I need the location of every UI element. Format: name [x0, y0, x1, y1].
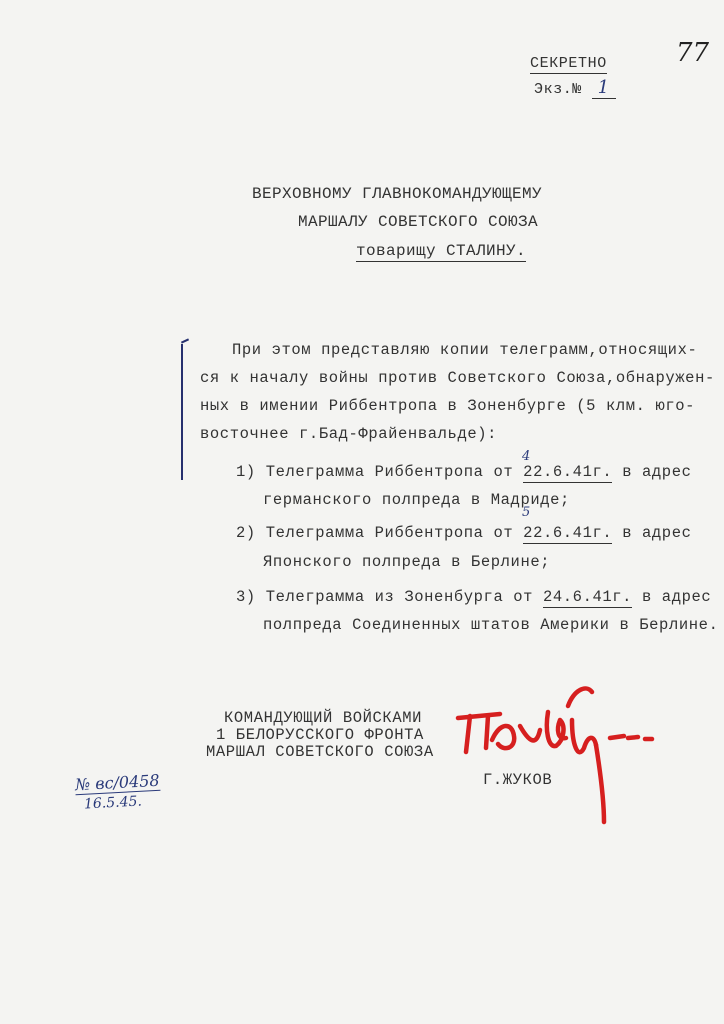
signature-title-line-1: КОМАНДУЮЩИЙ ВОЙСКАМИ: [224, 709, 423, 727]
intro-line-2: ся к началу войны против Советского Союза,обнаружен-: [200, 369, 715, 387]
signatory-name: Г.ЖУКОВ: [483, 771, 553, 789]
classification-label: СЕКРЕТНО: [530, 55, 607, 72]
item-number: 1): [236, 463, 256, 481]
registration-date: 16.5.45.: [83, 793, 143, 813]
item-number: 3): [236, 588, 256, 606]
item-suffix: в адрес: [632, 588, 712, 606]
addressee-line-2: МАРШАЛУ СОВЕТСКОГО СОЮЗА: [298, 213, 539, 231]
intro-line-3: ных в имении Риббентропа в Зоненбурге (5 клм. юго-: [200, 397, 696, 415]
signature-title-line-2: 1 БЕЛОРУССКОГО ФРОНТА: [216, 726, 424, 744]
item-date: 22.6.41г.: [523, 463, 613, 481]
list-item-2-line-2: Японского полпреда в Берлине;: [263, 553, 551, 571]
item-prefix: Телеграмма из Зоненбурга от: [265, 588, 543, 606]
item-prefix: Телеграмма Риббентропа от: [265, 524, 524, 542]
copy-label-text: Экз.№: [534, 81, 583, 98]
item-prefix: Телеграмма Риббентропа от: [265, 463, 524, 481]
item-number: 2): [236, 524, 256, 542]
list-item-1-line-2: германского полпреда в Мадриде;: [263, 491, 570, 509]
item-suffix: в адрес: [612, 524, 692, 542]
page-number: 77: [676, 38, 710, 68]
item-date: 24.6.41г.: [542, 588, 633, 606]
item-date: 22.6.41г.: [523, 524, 613, 542]
intro-line-1: При этом представляю копии телеграмм,относящих-: [232, 341, 698, 359]
signature-title-line-3: МАРШАЛ СОВЕТСКОГО СОЮЗА: [206, 743, 434, 761]
addressee-line-3: товарищу СТАЛИНУ.: [356, 242, 527, 260]
addressee-line-1: ВЕРХОВНОМУ ГЛАВНОКОМАНДУЮЩЕМУ: [252, 185, 543, 203]
item-2-correction: 5: [522, 505, 531, 520]
item-1-correction: 4: [522, 449, 531, 464]
intro-line-4: восточнее г.Бад-Фрайенвальде):: [200, 425, 498, 443]
item-suffix: в адрес: [612, 463, 692, 481]
registration-number: № вс/0458: [74, 770, 161, 795]
copy-number: 1: [592, 77, 616, 99]
list-item-3-line-2: полпреда Соединенных штатов Америки в Берлине.: [263, 616, 719, 634]
